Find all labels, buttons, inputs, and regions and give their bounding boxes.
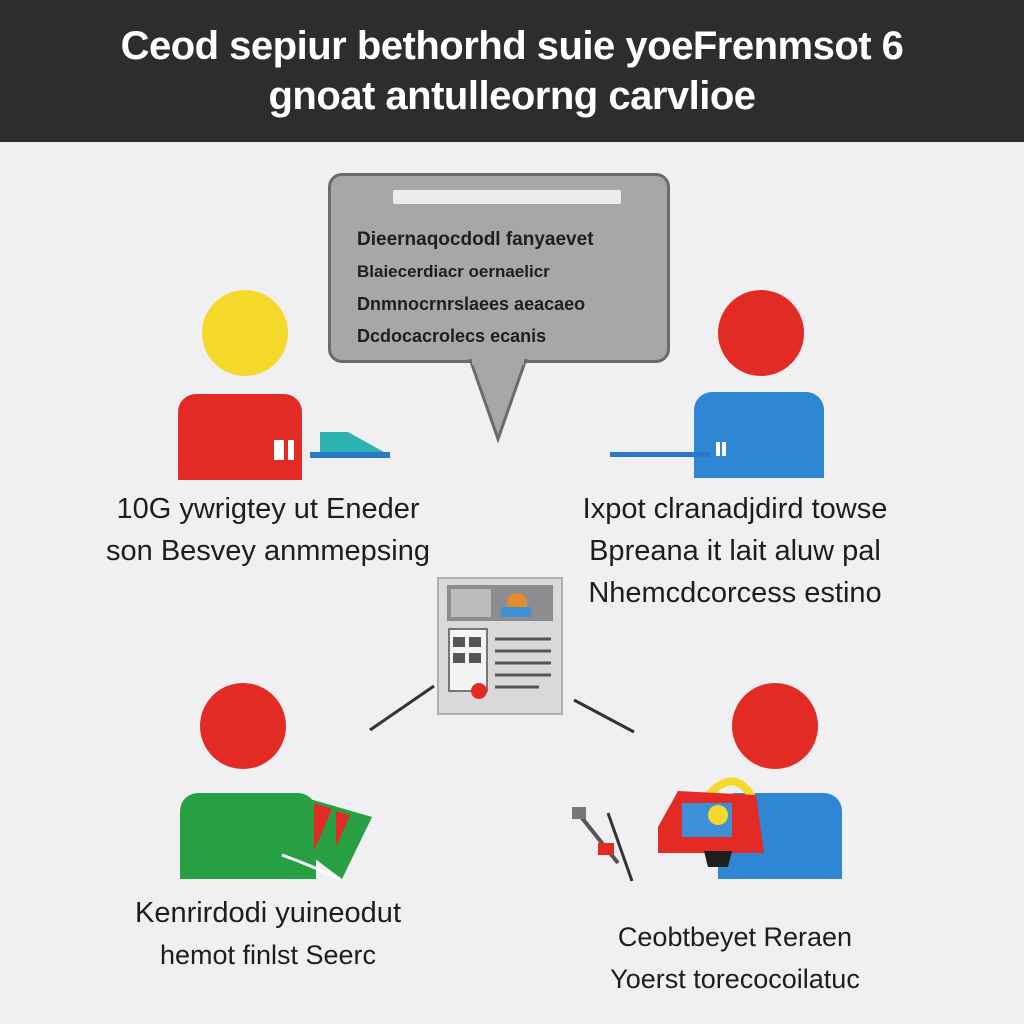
caption-top-left xyxy=(78,488,458,572)
header-banner xyxy=(0,0,1024,142)
person-top-right xyxy=(610,290,830,480)
person-bottom-right xyxy=(568,683,848,883)
caption-bottom-left-line-2: hemot finlst Seerc xyxy=(159,940,377,970)
bubble-line-3: Dnmnocrnrslaees aeacaeo xyxy=(357,294,586,314)
book-icon xyxy=(280,795,376,885)
laptop-icon xyxy=(610,436,730,466)
bubble-line-4: Dcdocacrolecs ecanis xyxy=(357,326,547,346)
caption-bottom-right xyxy=(560,916,910,1000)
person-head-red xyxy=(718,290,804,376)
caption-top-left-line-2: son Besvey anmmepsing xyxy=(106,535,430,567)
caption-top-right xyxy=(560,488,910,614)
caption-bottom-left-line-1: Kenrirdodi yuineodut xyxy=(134,897,401,929)
caption-top-left-line-1: 10G ywrigtey ut Eneder xyxy=(116,493,420,525)
bag-icon xyxy=(648,763,768,875)
caption-bottom-left xyxy=(88,892,448,976)
caption-bottom-right-line-1: Ceobtbeyet Reraen xyxy=(617,922,853,952)
person-head-red xyxy=(200,683,286,769)
person-bottom-left xyxy=(180,683,390,883)
bubble-line-2: Blaiecerdiacr oernaelicr xyxy=(357,262,550,281)
header-title-line-1: Ceod sepiur bethorhd suie yoeFrenmsot 6 xyxy=(120,24,904,68)
speech-bubble-tail xyxy=(466,359,530,443)
person-top-left xyxy=(178,290,398,480)
bubble-title-bar xyxy=(393,190,621,204)
tools-icon xyxy=(568,793,648,883)
center-document-device xyxy=(437,577,563,715)
header-title-line-2: gnoat antulleorng carvlioe xyxy=(268,74,756,118)
bubble-line-1: Dieernaqocdodl fanyaevet xyxy=(357,229,594,250)
person-head-yellow xyxy=(202,290,288,376)
caption-top-right-line-2: Bpreana it lait aluw pal xyxy=(589,535,881,567)
caption-top-right-line-1: Ixpot clranadjdird towse xyxy=(582,493,888,525)
document-icon xyxy=(439,579,561,713)
person-head-red xyxy=(732,683,818,769)
caption-top-right-line-3: Nhemcdcorcess estino xyxy=(588,577,882,609)
caption-bottom-right-line-2: Yoerst torecocoilatuc xyxy=(610,964,860,994)
laptop-icon xyxy=(270,428,394,478)
